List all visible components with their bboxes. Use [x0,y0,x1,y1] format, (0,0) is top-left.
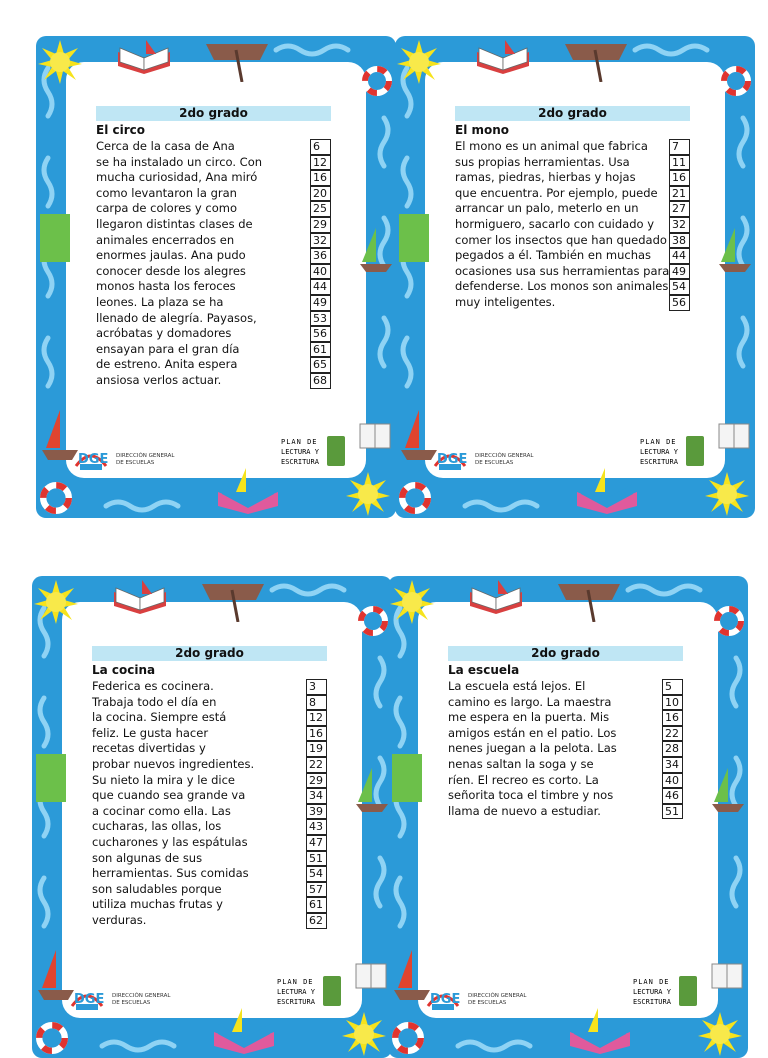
rowboat-icon [202,578,272,622]
plan-line1: PLAN DE [633,978,670,986]
plan-line1: PLAN DE [281,438,318,446]
sun-icon [397,40,441,84]
plan-line2: LECTURA Y [281,448,319,456]
word-count-box: 25 [310,201,331,217]
story-line: conocer desde los alegres [96,263,246,278]
story-line: El mono es un animal que fabrica [455,139,648,153]
story-line: acróbatas y domadores [96,326,232,341]
sailboat-icon [358,226,394,276]
word-count-box: 61 [306,897,327,913]
word-count-box: 32 [669,217,690,233]
word-count-column [310,139,331,389]
dge-logo [74,446,234,474]
story-line: leones. La plaza se ha [96,294,224,309]
green-sign-decoration [399,214,429,262]
word-count-box: 21 [669,186,690,202]
story-line: amigos están en el patio. Los [448,725,617,740]
story-title: La escuela [448,663,520,677]
reading-card-3 [32,576,392,1058]
story-title: El mono [455,123,510,137]
word-count-box: 16 [306,726,327,742]
word-count-box: 68 [310,373,331,389]
story-line: Su nieto la mira y le dice [92,772,236,787]
plan-line3: ESCRITURA [281,458,319,466]
word-count-box: 57 [306,882,327,898]
dge-line2: DE ESCUELAS [112,1000,151,1006]
plan-lectura-logo [277,976,347,1016]
sun-icon [390,580,434,624]
sailboat-icon [717,226,753,276]
word-count-box: 49 [669,264,690,280]
plan-emblem-icon [327,436,345,466]
dge-line2: DE ESCUELAS [468,1000,507,1006]
story-line: hormiguero, sacarlo con cuidado y [455,216,655,231]
story-line: pegados a él. También en muchas [455,248,652,263]
story-line: cucharones y las espátulas [92,834,248,849]
word-count-box: 3 [306,679,327,695]
grade-header: 2do grado [455,106,690,121]
books-stack-icon [358,420,394,454]
plan-emblem-icon [323,976,341,1006]
word-count-box: 12 [306,710,327,726]
story-line: que encuentra. Por ejemplo, puede [455,185,658,200]
reading-card-1 [36,36,396,518]
story-line: ensayan para el gran día [96,341,240,356]
word-count-box: 29 [310,217,331,233]
sailboat-icon [710,766,746,816]
dge-line1: DIRECCIÓN GENERAL [475,453,534,459]
lifebuoy-icon [714,606,744,636]
story-title: El circo [96,123,145,137]
plan-line2: LECTURA Y [277,988,315,996]
word-count-box: 47 [306,835,327,851]
story-line: mucha curiosidad, Ana miró [96,170,258,185]
story-text [92,679,254,929]
word-count-box: 5 [662,679,683,695]
plan-lectura-logo [640,436,710,476]
lifebuoy-bottom-icon [399,482,431,514]
word-count-box: 65 [310,357,331,373]
plan-line3: ESCRITURA [640,458,678,466]
plan-line3: ESCRITURA [633,998,671,1006]
story-line: llama de nuevo a estudiar. [448,803,601,818]
dge-line1: DIRECCIÓN GENERAL [112,993,171,999]
story-line: ríen. El recreo es corto. La [448,772,599,787]
word-count-column [662,679,683,819]
lifebuoy-icon [721,66,751,96]
story-line: recetas divertidas y [92,741,206,756]
story-line: como levantaron la gran [96,185,237,200]
story-title: La cocina [92,663,156,677]
story-line: verduras. [92,912,147,927]
story-line: la cocina. Siempre está [92,710,227,725]
story-text [455,139,669,311]
story-text [448,679,617,819]
story-line: Trabaja todo el día en [92,694,217,709]
lifebuoy-bottom-icon [36,1022,68,1054]
grade-header: 2do grado [92,646,327,661]
story-line: señorita toca el timbre y nos [448,788,614,803]
rowboat-icon [565,38,635,82]
story-line: son saludables porque [92,881,222,896]
story-line: se ha instalado un circo. Con [96,154,263,169]
dge-line1: DIRECCIÓN GENERAL [116,453,175,459]
story-line: probar nuevos ingredientes. [92,756,255,771]
story-line: nenes juegan a la pelota. Las [448,741,617,756]
word-count-box: 44 [669,248,690,264]
story-line: defenderse. Los monos son animales [455,279,669,294]
reading-card-4 [388,576,748,1058]
story-line: animales encerrados en [96,232,235,247]
sun-bottom-icon [346,472,390,516]
word-count-box: 51 [306,851,327,867]
sailboat-icon [354,766,390,816]
plan-lectura-logo [281,436,351,476]
word-count-box: 34 [662,757,683,773]
story-line: arrancar un palo, meterlo en un [455,201,639,216]
word-count-box: 27 [669,201,690,217]
story-line: Federica es cocinera. [92,679,214,693]
word-count-column [669,139,690,311]
word-count-box: 16 [310,170,331,186]
books-stack-icon [354,960,390,994]
lifebuoy-icon [358,606,388,636]
word-count-box: 53 [310,311,331,327]
dge-line2: DE ESCUELAS [116,460,155,466]
word-count-box: 44 [310,279,331,295]
sun-bottom-icon [705,472,749,516]
story-line: son algunas de sus [92,850,203,865]
sun-bottom-icon [698,1012,742,1056]
dge-mark: DGE [74,992,105,1007]
word-count-box: 38 [669,233,690,249]
word-count-box: 36 [310,248,331,264]
story-line: sus propias herramientas. Usa [455,154,630,169]
open-book-icon [116,40,172,74]
story-line: ramas, piedras, hierbas y hojas [455,170,636,185]
sun-icon [38,40,82,84]
green-sign-decoration [40,214,70,262]
story-line: feliz. Le gusta hacer [92,725,209,740]
story-line: camino es largo. La maestra [448,694,612,709]
story-line: La escuela está lejos. El [448,679,586,693]
story-line: enormes jaulas. Ana pudo [96,248,246,263]
books-stack-icon [710,960,746,994]
word-count-box: 39 [306,804,327,820]
word-count-box: 49 [310,295,331,311]
story-line: carpa de colores y como [96,201,237,216]
story-line: llenado de alegría. Payasos, [96,310,257,325]
word-count-box: 7 [669,139,690,155]
story-text [96,139,262,389]
dge-mark: DGE [437,452,468,467]
dge-logo [70,986,230,1014]
story-line: me espera en la puerta. Mis [448,710,610,725]
story-line: llegaron distintas clases de [96,216,253,231]
word-count-box: 19 [306,741,327,757]
story-line: utiliza muchas frutas y [92,897,223,912]
word-count-box: 34 [306,788,327,804]
story-line: ansiosa verlos actuar. [96,372,222,387]
word-count-box: 8 [306,695,327,711]
plan-line1: PLAN DE [277,978,314,986]
word-count-box: 20 [310,186,331,202]
word-count-box: 54 [669,279,690,295]
word-count-box: 29 [306,773,327,789]
grade-header: 2do grado [96,106,331,121]
story-line: herramientas. Sus comidas [92,866,249,881]
word-count-box: 54 [306,866,327,882]
rowboat-icon [558,578,628,622]
open-book-icon [112,580,168,614]
word-count-box: 12 [310,155,331,171]
story-line: comer los insectos que han quedado [455,232,667,247]
green-sign-decoration [392,754,422,802]
story-line: ocasiones usa sus herramientas para [455,263,670,278]
word-count-box: 28 [662,741,683,757]
green-sign-decoration [36,754,66,802]
lifebuoy-bottom-icon [392,1022,424,1054]
story-line: Cerca de la casa de Ana [96,139,235,153]
word-count-box: 56 [310,326,331,342]
plan-line2: LECTURA Y [633,988,671,996]
dge-mark: DGE [78,452,109,467]
dge-logo [426,986,586,1014]
rowboat-icon [206,38,276,82]
word-count-box: 16 [662,710,683,726]
story-line: nenas saltan la soga y se [448,756,594,771]
books-stack-icon [717,420,753,454]
plan-line1: PLAN DE [640,438,677,446]
word-count-box: 62 [306,913,327,929]
dge-line2: DE ESCUELAS [475,460,514,466]
story-line: que cuando sea grande va [92,788,246,803]
plan-line3: ESCRITURA [277,998,315,1006]
word-count-box: 16 [669,170,690,186]
dge-line1: DIRECCIÓN GENERAL [468,993,527,999]
story-line: a cocinar como ella. Las [92,803,231,818]
dge-mark: DGE [430,992,461,1007]
open-book-icon [475,40,531,74]
story-line: muy inteligentes. [455,294,556,309]
open-book-icon [468,580,524,614]
word-count-box: 61 [310,342,331,358]
word-count-box: 32 [310,233,331,249]
plan-emblem-icon [686,436,704,466]
word-count-box: 46 [662,788,683,804]
reading-card-2 [395,36,755,518]
grade-header: 2do grado [448,646,683,661]
word-count-box: 22 [306,757,327,773]
story-line: cucharas, las ollas, los [92,819,222,834]
word-count-box: 40 [310,264,331,280]
word-count-column [306,679,327,929]
sun-icon [34,580,78,624]
lifebuoy-bottom-icon [40,482,72,514]
word-count-box: 56 [669,295,690,311]
sun-bottom-icon [342,1012,386,1056]
story-line: de estreno. Anita espera [96,357,238,372]
lifebuoy-icon [362,66,392,96]
word-count-box: 51 [662,804,683,820]
story-line: monos hasta los feroces [96,279,236,294]
plan-line2: LECTURA Y [640,448,678,456]
word-count-box: 40 [662,773,683,789]
word-count-box: 10 [662,695,683,711]
plan-emblem-icon [679,976,697,1006]
dge-logo [433,446,593,474]
word-count-box: 43 [306,819,327,835]
word-count-box: 6 [310,139,331,155]
word-count-box: 22 [662,726,683,742]
plan-lectura-logo [633,976,703,1016]
word-count-box: 11 [669,155,690,171]
